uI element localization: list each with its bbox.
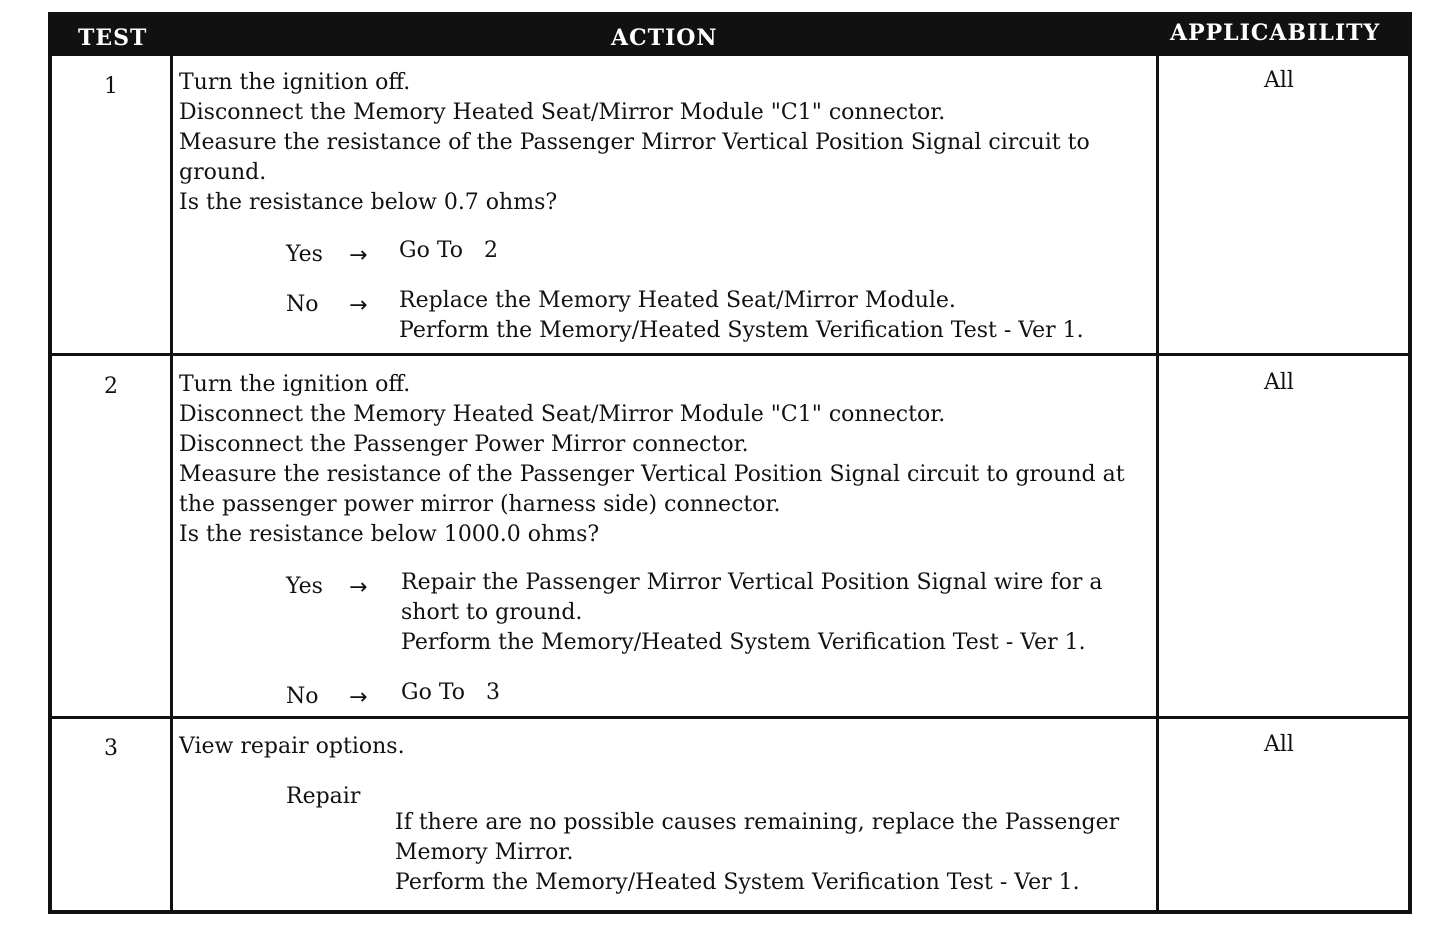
applicability-value: All [1264,370,1294,395]
column-divider-test [170,56,173,914]
row-divider-2 [52,716,1408,719]
repair-text: If there are no possible causes remaining, replace the Passenger [395,810,1120,835]
question-text: Is the resistance below 1000.0 ohms? [179,522,600,547]
yes-result-text: short to ground. [401,600,583,625]
arrow-right-icon: → [349,243,368,268]
step-text: Disconnect the Memory Heated Seat/Mirror Module "C1" connector. [179,100,946,125]
no-label: No [286,292,319,317]
yes-label: Yes [286,574,323,599]
question-text: Is the resistance below 0.7 ohms? [179,190,558,215]
yes-result-text: Perform the Memory/Heated System Verification Test - Ver 1. [401,630,1086,655]
column-divider-action [1156,56,1159,914]
step-text: Turn the ignition off. [179,372,411,397]
table-header [52,16,1408,56]
test-number: 3 [104,736,118,761]
arrow-right-icon: → [349,575,368,600]
arrow-right-icon: → [349,293,368,318]
applicability-value: All [1264,68,1294,93]
step-text: Disconnect the Passenger Power Mirror connector. [179,432,749,457]
row-divider-1 [52,353,1408,356]
no-result-text: Go To 3 [401,680,500,705]
diagnostic-test-table [48,12,1412,914]
yes-result-text: Go To 2 [399,238,498,263]
yes-label: Yes [286,242,323,267]
step-text: the passenger power mirror (harness side) connector. [179,492,781,517]
step-text: Turn the ignition off. [179,70,411,95]
test-number: 1 [104,74,118,99]
header-action: ACTION [611,25,718,51]
step-text: Disconnect the Memory Heated Seat/Mirror Module "C1" connector. [179,402,946,427]
no-result-text: Perform the Memory/Heated System Verification Test - Ver 1. [399,318,1084,343]
yes-result-text: Repair the Passenger Mirror Vertical Position Signal wire for a [401,570,1103,595]
repair-text: Memory Mirror. [395,840,574,865]
no-result-text: Replace the Memory Heated Seat/Mirror Module. [399,288,956,313]
step-text: View repair options. [179,734,405,759]
repair-label: Repair [286,784,361,809]
header-applicability: APPLICABILITY [1170,20,1381,46]
step-text: Measure the resistance of the Passenger Mirror Vertical Position Signal circuit to [179,130,1090,155]
no-label: No [286,684,319,709]
step-text: ground. [179,160,267,185]
applicability-value: All [1264,732,1294,757]
step-text: Measure the resistance of the Passenger Vertical Position Signal circuit to ground at [179,462,1125,487]
repair-text: Perform the Memory/Heated System Verification Test - Ver 1. [395,870,1080,895]
header-test: TEST [78,25,148,51]
arrow-right-icon: → [349,685,368,710]
test-number: 2 [104,374,118,399]
